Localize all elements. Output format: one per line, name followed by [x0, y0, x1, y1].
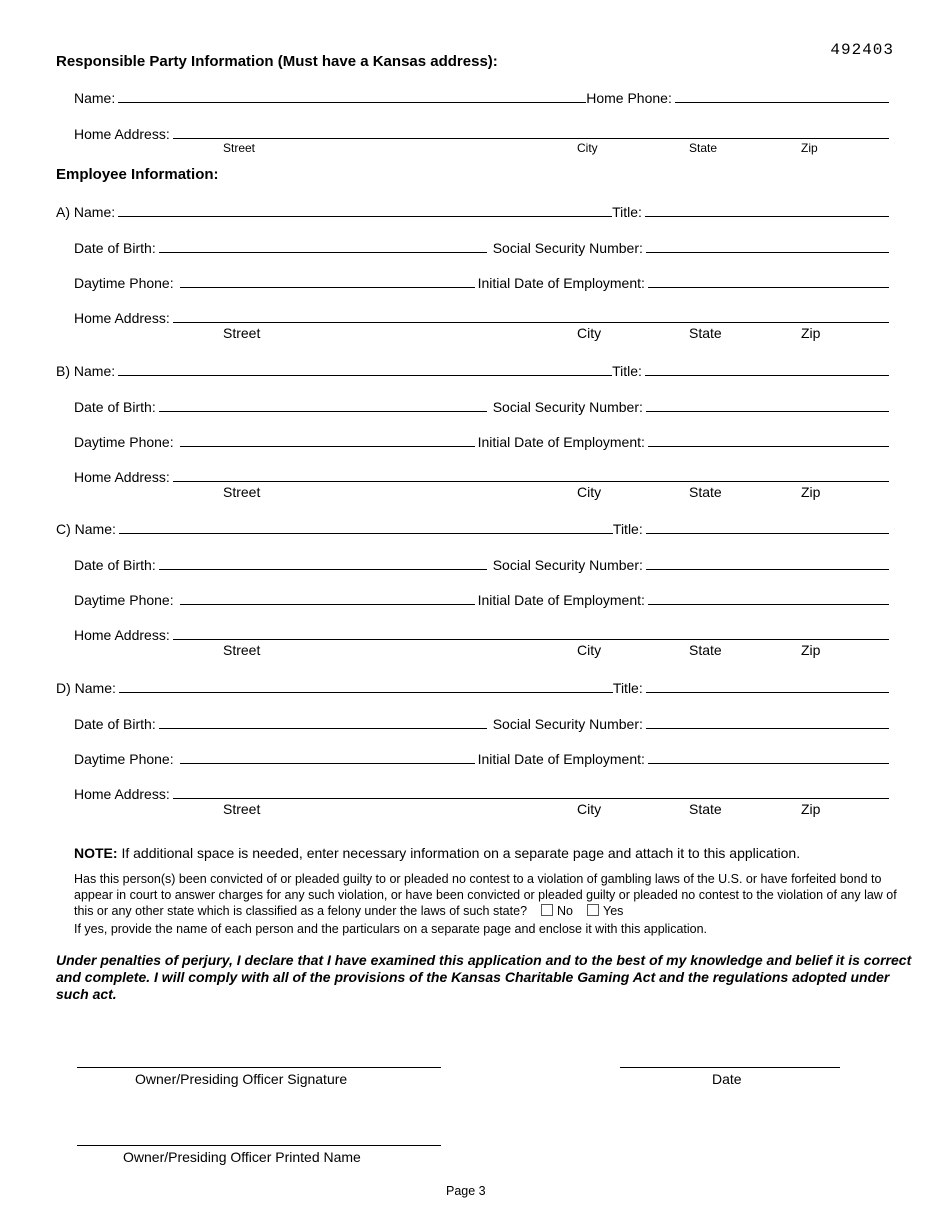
- employee-dob-row: [74, 714, 889, 732]
- employee-title-label: Title:: [612, 363, 642, 379]
- employee-dob-row: [74, 555, 889, 573]
- employee-ssn-label: Social Security Number:: [492, 399, 643, 415]
- employee-phone-row: [74, 590, 889, 608]
- employee-home-address-label: Home Address:: [74, 310, 170, 326]
- employee-dob-field[interactable]: [159, 410, 487, 412]
- zip-caption: Zip: [801, 484, 821, 500]
- responsible-name-row: [74, 88, 889, 106]
- responsible-address-row: [74, 124, 889, 142]
- employee-title-field[interactable]: [645, 374, 889, 376]
- street-caption: Street: [223, 484, 261, 500]
- conviction-question: [74, 871, 897, 937]
- responsible-name-field[interactable]: [118, 101, 586, 103]
- employee-title-label: Title:: [612, 521, 643, 537]
- employee-home-address-field[interactable]: [173, 797, 889, 799]
- date-label: Date: [712, 1071, 742, 1087]
- employee-dob-label: Date of Birth:: [74, 240, 156, 256]
- zip-caption: Zip: [801, 141, 818, 155]
- page-number: Page 3: [446, 1184, 486, 1198]
- signature-label: Owner/Presiding Officer Signature: [135, 1071, 348, 1087]
- printed-name-label: Owner/Presiding Officer Printed Name: [123, 1149, 361, 1165]
- city-caption: City: [577, 642, 602, 658]
- employee-ssn-field[interactable]: [646, 568, 889, 570]
- responsible-name-label: Name:: [74, 90, 116, 106]
- employee-name-label: A) Name:: [56, 204, 116, 220]
- employee-title-field[interactable]: [646, 691, 889, 693]
- employee-ssn-field[interactable]: [646, 727, 889, 729]
- employee-daytime-phone-label: Daytime Phone:: [74, 751, 174, 767]
- employee-dob-field[interactable]: [159, 568, 487, 570]
- employee-home-address-field[interactable]: [173, 321, 889, 323]
- employee-home-address-field[interactable]: [173, 638, 889, 640]
- employee-name-field[interactable]: [118, 215, 612, 217]
- employee-dob-label: Date of Birth:: [74, 399, 156, 415]
- employee-home-address-label: Home Address:: [74, 786, 170, 802]
- note-bold: NOTE:: [74, 845, 118, 861]
- date-line[interactable]: [620, 1067, 840, 1068]
- employee-name-row: [56, 361, 889, 379]
- employee-daytime-phone-label: Daytime Phone:: [74, 434, 174, 450]
- employee-address-row: [74, 308, 889, 326]
- yes-label: Yes: [603, 904, 624, 918]
- city-caption: City: [577, 325, 602, 341]
- employee-daytime-phone-field[interactable]: [180, 762, 475, 764]
- employee-initial-date-label: Initial Date of Employment:: [477, 751, 645, 767]
- state-caption: State: [689, 801, 722, 817]
- employee-daytime-phone-field[interactable]: [180, 603, 475, 605]
- employee-title-label: Title:: [612, 204, 642, 220]
- employee-initial-date-field[interactable]: [648, 603, 889, 605]
- conviction-followup: If yes, provide the name of each person and the particulars on a separate page and enclose it with this application.: [74, 922, 708, 936]
- note: [74, 845, 800, 861]
- employee-heading: Employee Information:: [56, 166, 219, 183]
- employee-daytime-phone-field[interactable]: [180, 445, 475, 447]
- employee-name-label: D) Name:: [56, 680, 116, 696]
- declaration-line-2: and complete. I will comply with all of the provisions of the Kansas Charitable Gaming Act and the regulations adopted under: [56, 969, 890, 985]
- employee-phone-row: [74, 749, 889, 767]
- note-text: If additional space is needed, enter necessary information on a separate page and attach it to this application.: [117, 845, 801, 861]
- employee-home-address-field[interactable]: [173, 480, 889, 482]
- yes-checkbox[interactable]: [587, 904, 599, 916]
- state-caption: State: [689, 325, 722, 341]
- employee-initial-date-field[interactable]: [648, 445, 889, 447]
- city-caption: City: [577, 801, 602, 817]
- employee-name-field[interactable]: [119, 532, 613, 534]
- employee-ssn-field[interactable]: [646, 251, 889, 253]
- employee-dob-label: Date of Birth:: [74, 557, 156, 573]
- employee-name-label: C) Name:: [56, 521, 116, 537]
- employee-home-address-label: Home Address:: [74, 469, 170, 485]
- responsible-home-address-label: Home Address:: [74, 126, 170, 142]
- employee-title-label: Title:: [612, 680, 643, 696]
- employee-daytime-phone-label: Daytime Phone:: [74, 592, 174, 608]
- state-caption: State: [689, 484, 722, 500]
- printed-name-line[interactable]: [77, 1145, 441, 1146]
- employee-ssn-label: Social Security Number:: [492, 240, 643, 256]
- employee-ssn-label: Social Security Number:: [492, 716, 643, 732]
- city-caption: City: [577, 141, 598, 155]
- employee-address-row: [74, 625, 889, 643]
- employee-dob-field[interactable]: [159, 251, 487, 253]
- employee-initial-date-label: Initial Date of Employment:: [477, 592, 645, 608]
- zip-caption: Zip: [801, 325, 821, 341]
- employee-ssn-label: Social Security Number:: [492, 557, 643, 573]
- employee-name-row: [56, 519, 889, 537]
- street-caption: Street: [223, 642, 261, 658]
- conviction-line-1: Has this person(s) been convicted of or pleaded guilty to or pleaded no contest to a violation of gambling laws of the U.S. or have forfeited bond to: [74, 872, 882, 886]
- responsible-home-phone-field[interactable]: [675, 101, 889, 103]
- responsible-home-address-field[interactable]: [173, 137, 889, 139]
- signature-line[interactable]: [77, 1067, 441, 1068]
- employee-dob-row: [74, 238, 889, 256]
- declaration-line-1: Under penalties of perjury, I declare that I have examined this application and to the best of my knowledge and belief it is correct: [56, 952, 912, 968]
- zip-caption: Zip: [801, 642, 821, 658]
- employee-dob-row: [74, 397, 889, 415]
- employee-address-row: [74, 467, 889, 485]
- employee-name-field[interactable]: [118, 374, 612, 376]
- employee-name-row: [56, 202, 889, 220]
- state-caption: State: [689, 141, 718, 155]
- city-caption: City: [577, 484, 602, 500]
- employee-phone-row: [74, 432, 889, 450]
- employee-title-field[interactable]: [646, 532, 889, 534]
- employee-address-row: [74, 784, 889, 802]
- employee-initial-date-field[interactable]: [648, 762, 889, 764]
- employee-title-field[interactable]: [645, 215, 889, 217]
- employee-name-label: B) Name:: [56, 363, 116, 379]
- employee-initial-date-label: Initial Date of Employment:: [477, 275, 645, 291]
- employee-name-field[interactable]: [119, 691, 613, 693]
- declaration-line-3: such act.: [56, 986, 117, 1002]
- employee-daytime-phone-field[interactable]: [180, 286, 475, 288]
- form-id: 492403: [830, 41, 894, 59]
- employee-initial-date-field[interactable]: [648, 286, 889, 288]
- employee-dob-field[interactable]: [159, 727, 487, 729]
- street-caption: Street: [223, 801, 261, 817]
- employee-initial-date-label: Initial Date of Employment:: [477, 434, 645, 450]
- declaration: [56, 952, 911, 1003]
- street-caption: Street: [223, 325, 261, 341]
- no-label: No: [557, 904, 573, 918]
- conviction-line-2: appear in court to answer charges for any such violation, or have been convicted or pleaded guilty or pleaded no contest to the violation of any law of: [74, 888, 897, 902]
- state-caption: State: [689, 642, 722, 658]
- no-checkbox[interactable]: [541, 904, 553, 916]
- employee-dob-label: Date of Birth:: [74, 716, 156, 732]
- zip-caption: Zip: [801, 801, 821, 817]
- employee-home-address-label: Home Address:: [74, 627, 170, 643]
- responsible-party-heading: Responsible Party Information (Must have a Kansas address):: [56, 53, 498, 70]
- conviction-line-3: this or any other state which is classified as a felony under the laws of such state?: [74, 904, 528, 918]
- employee-daytime-phone-label: Daytime Phone:: [74, 275, 174, 291]
- employee-name-row: [56, 678, 889, 696]
- employee-phone-row: [74, 273, 889, 291]
- street-caption: Street: [223, 141, 256, 155]
- responsible-home-phone-label: Home Phone:: [586, 90, 672, 106]
- employee-ssn-field[interactable]: [646, 410, 889, 412]
